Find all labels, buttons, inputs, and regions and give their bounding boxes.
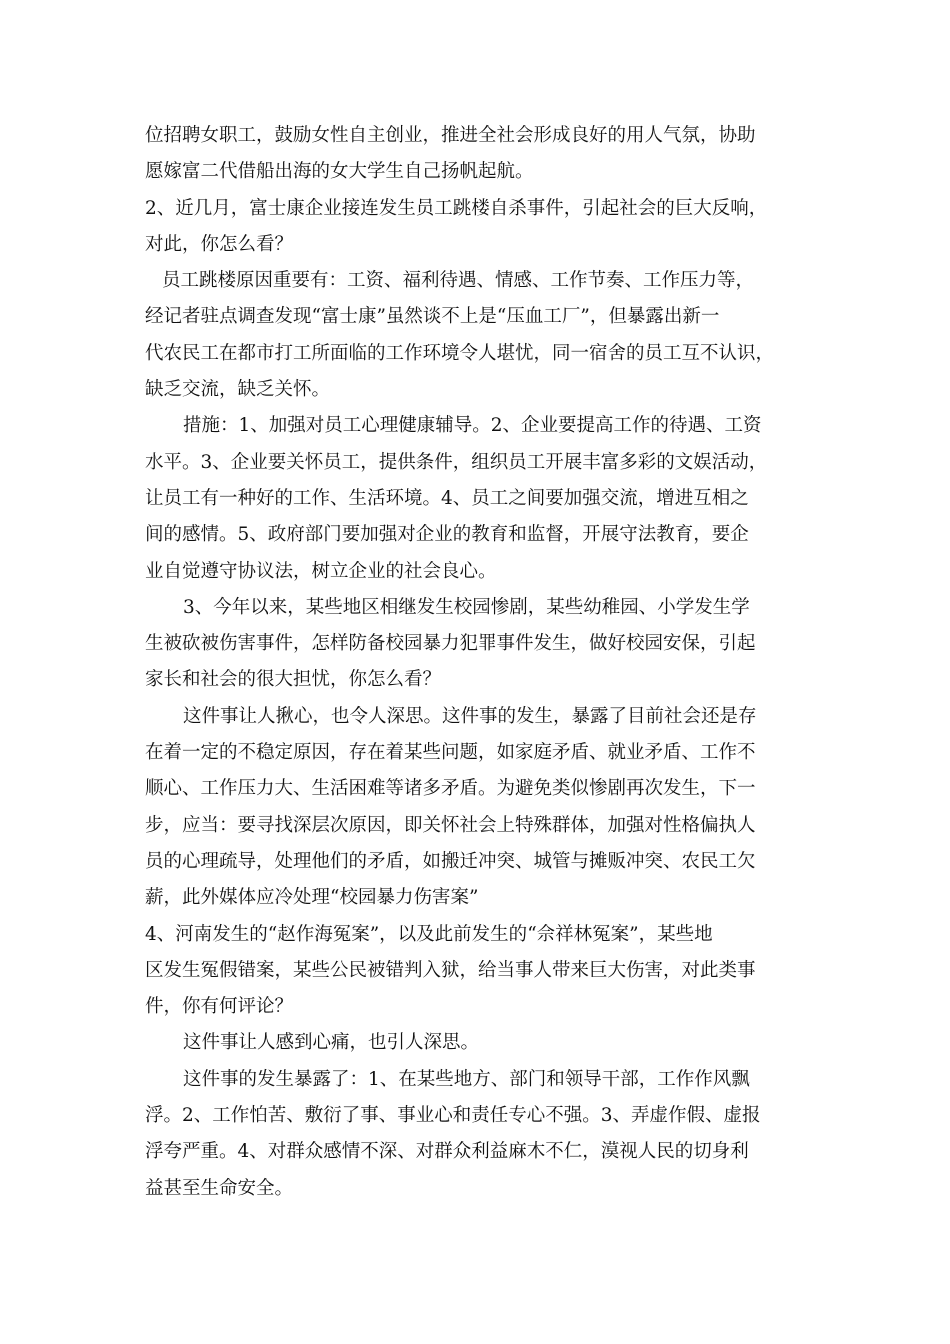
text-line: 件，你有何评论？ [145, 996, 294, 1018]
text-line: 2、近几月，富士康企业接连发生员工跳楼自杀事件，引起社会的巨大反响， [145, 197, 768, 219]
text-line: 愿嫁富二代借船出海的女大学生自己扬帆起航。 [145, 161, 534, 183]
text-line: 益甚至生命安全。 [145, 1177, 294, 1199]
text-line: 间的感情。5、政府部门要加强对企业的教育和监督，开展守法教育，要企 [145, 524, 749, 546]
text-line: 业自觉遵守协议法，树立企业的社会良心。 [145, 560, 497, 582]
text-line: 在着一定的不稳定原因，存在着某些问题，如家庭矛盾、就业矛盾、工作不 [145, 742, 756, 764]
document-body [145, 118, 815, 1207]
text-line: 员的心理疏导，处理他们的矛盾，如搬迁冲突、城管与摊贩冲突、农民工欠 [145, 850, 756, 872]
text-line: 3、今年以来，某些地区相继发生校园惨剧，某些幼稚园、小学发生学 [183, 596, 750, 618]
text-line: 水平。3、企业要关怀员工，提供条件，组织员工开展丰富多彩的文娱活动， [145, 451, 768, 473]
text-line: 浮。2、工作怕苦、敷衍了事、事业心和责任专心不强。3、弄虚作假、虚报 [145, 1105, 761, 1127]
text-line: 缺乏交流，缺乏关怀。 [145, 379, 331, 401]
text-line: 薪，此外媒体应冷处理“校园暴力伤害案” [145, 887, 479, 909]
text-line: 步，应当：要寻找深层次原因，即关怀社会上特殊群体，加强对性格偏执人 [145, 814, 756, 836]
text-line: 浮夸严重。4、对群众感情不深、对群众利益麻木不仁，漠视人民的切身利 [145, 1141, 749, 1163]
text-line: 4、河南发生的“赵作海冤案”，以及此前发生的“佘祥林冤案”，某些地 [145, 923, 713, 945]
text-line: 家长和社会的很大担忧，你怎么看？ [145, 669, 442, 691]
text-line: 这件事让人感到心痛，也引人深思。 [183, 1032, 480, 1054]
text-line: 位招聘女职工，鼓励女性自主创业，推进全社会形成良好的用人气氛，协助 [145, 125, 756, 146]
text-line: 区发生冤假错案，某些公民被错判入狱，给当事人带来巨大伤害，对此类事 [145, 959, 756, 981]
text-line: 员工跳楼原因重要有：工资、福利待遇、情感、工作节奏、工作压力等， [162, 270, 755, 292]
text-line: 对此，你怎么看？ [145, 233, 294, 255]
text-line: 经记者驻点调查发现“富士康”虽然谈不上是“压血工厂”，但暴露出新一 [145, 306, 720, 328]
text-line: 这件事让人揪心，也令人深思。这件事的发生，暴露了目前社会还是存 [183, 705, 757, 727]
text-line: 措施：1、加强对员工心理健康辅导。2、企业要提高工作的待遇、工资 [183, 415, 762, 437]
text-line: 这件事的发生暴露了：1、在某些地方、部门和领导干部，工作作风飘 [183, 1068, 750, 1090]
text-line: 让员工有一种好的工作、生活环境。4、员工之间要加强交流，增进互相之 [145, 487, 749, 509]
text-line: 顺心、工作压力大、生活困难等诸多矛盾。为避免类似惨剧再次发生，下一 [145, 778, 756, 800]
text-line: 代农民工在都市打工所面临的工作环境令人堪忧，同一宿舍的员工互不认识， [145, 342, 775, 364]
text-line: 生被砍被伤害事件，怎样防备校园暴力犯罪事件发生，做好校园安保，引起 [145, 633, 756, 655]
